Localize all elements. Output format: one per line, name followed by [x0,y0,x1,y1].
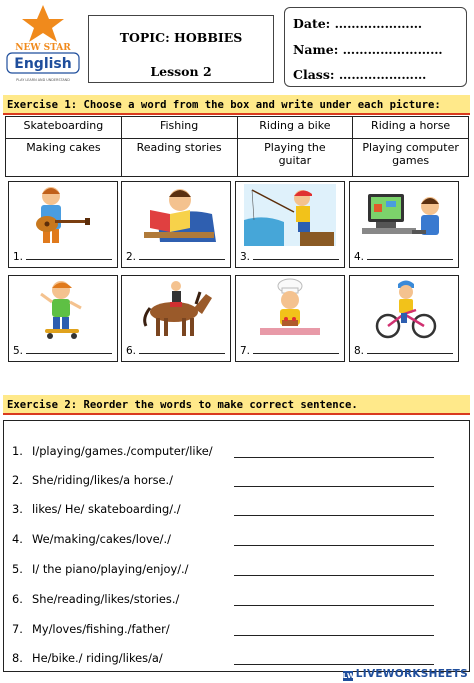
picture-number: 4. [354,251,365,263]
word-box-cell: Riding a bike [237,117,353,139]
lesson-label: Lesson 2 [150,64,212,79]
computer-game-icon [358,184,450,246]
sentence-number: 4. [12,532,23,546]
word-box-cell [121,139,237,177]
word-text: Making cakes [26,141,101,154]
scrambled-words: We/making/cakes/love/./ [32,532,171,546]
sentence-number: 7. [12,622,23,636]
sentence-number: 8. [12,651,23,665]
exercise1-instruction: Exercise 1: Choose a word from the box and write under each picture: [3,95,470,115]
picture-cell-5 [8,275,118,362]
class-field[interactable]: Class: ………………… [293,67,427,82]
bike-rider-icon [358,278,450,340]
answer-line-3[interactable] [253,250,339,260]
sentence-number: 5. [12,562,23,576]
sentence-row [12,473,452,489]
picture-cell-7 [235,275,345,362]
picture-cell-4 [349,181,459,268]
name-field[interactable]: Name: …………………… [293,42,443,57]
word-box-cell: Riding a horse [353,117,469,139]
topic-box [88,15,274,83]
word-box-cell [6,139,122,177]
picture-number: 5. [13,345,24,357]
word-text: Playing computer games [362,141,459,167]
watermark-text: LIVEWORKSHEETS [355,668,468,680]
word-box-cell [353,139,469,177]
answer-line[interactable] [234,635,434,636]
word-text: Reading stories [136,141,222,154]
answer-line[interactable] [234,545,434,546]
sentence-row [12,532,452,548]
scrambled-words: likes/ He/ skateboarding/./ [32,502,181,516]
word-text: Playing the guitar [264,141,326,167]
picture-number: 3. [240,251,251,263]
answer-line-6[interactable] [139,344,225,354]
sentence-row [12,592,452,608]
scrambled-words: She/riding/likes/a horse./ [32,473,173,487]
answer-line-5[interactable] [26,344,112,354]
answer-line-4[interactable] [367,250,453,260]
student-info-box [284,7,467,87]
sentence-number: 1. [12,444,23,458]
picture-number: 8. [354,345,365,357]
horse-rider-icon [130,278,222,340]
logo-brand: English [14,56,72,72]
fishing-boy-icon [244,184,336,246]
answer-line-7[interactable] [253,344,339,354]
guitar-boy-icon [17,184,109,246]
picture-number: 6. [126,345,137,357]
baking-boy-icon [244,278,336,340]
reading-boy-icon [130,184,222,246]
answer-line[interactable] [234,486,434,487]
logo-top-text: NEW STAR [15,43,71,53]
answer-line[interactable] [234,605,434,606]
picture-cell-3 [235,181,345,268]
sentence-row [12,651,452,667]
scrambled-words: I/playing/games./computer/like/ [32,444,213,458]
picture-number: 2. [126,251,137,263]
picture-cell-6 [121,275,231,362]
picture-cell-2 [121,181,231,268]
scrambled-words: She/reading/likes/stories./ [32,592,180,606]
picture-cell-8 [349,275,459,362]
word-box-cell: Skateboarding [6,117,122,139]
sentence-number: 6. [12,592,23,606]
sentence-list [3,420,470,672]
skateboard-boy-icon [17,278,109,340]
picture-number: 1. [13,251,24,263]
topic-title: TOPIC: HOBBIES [119,30,243,45]
scrambled-words: I/ the piano/playing/enjoy/./ [32,562,189,576]
sentence-row [12,562,452,578]
picture-cell-1 [8,181,118,268]
answer-line[interactable] [234,664,434,665]
answer-line[interactable] [234,575,434,576]
sentence-row [12,622,452,638]
sentence-number: 2. [12,473,23,487]
logo-tagline: PLAY LEARN AND UNDERSTAND [16,78,70,82]
new-star-english-logo [3,3,83,87]
exercise2-instruction: Exercise 2: Reorder the words to make correct sentence. [3,395,470,415]
answer-line[interactable] [234,515,434,516]
word-box [5,116,469,177]
picture-number: 7. [240,345,251,357]
liveworksheets-badge-icon: LW [342,672,355,680]
answer-line-2[interactable] [139,250,225,260]
scrambled-words: He/bike./ riding/likes/a/ [32,651,163,665]
liveworksheets-watermark [343,668,468,681]
answer-line-8[interactable] [367,344,453,354]
answer-line[interactable] [234,457,434,458]
word-box-cell [237,139,353,177]
word-box-cell: Fishing [121,117,237,139]
sentence-number: 3. [12,502,23,516]
sentence-row [12,502,452,518]
sentence-row [12,444,452,460]
answer-line-1[interactable] [26,250,112,260]
scrambled-words: My/loves/fishing./father/ [32,622,170,636]
date-field[interactable]: Date: ………………… [293,16,423,31]
